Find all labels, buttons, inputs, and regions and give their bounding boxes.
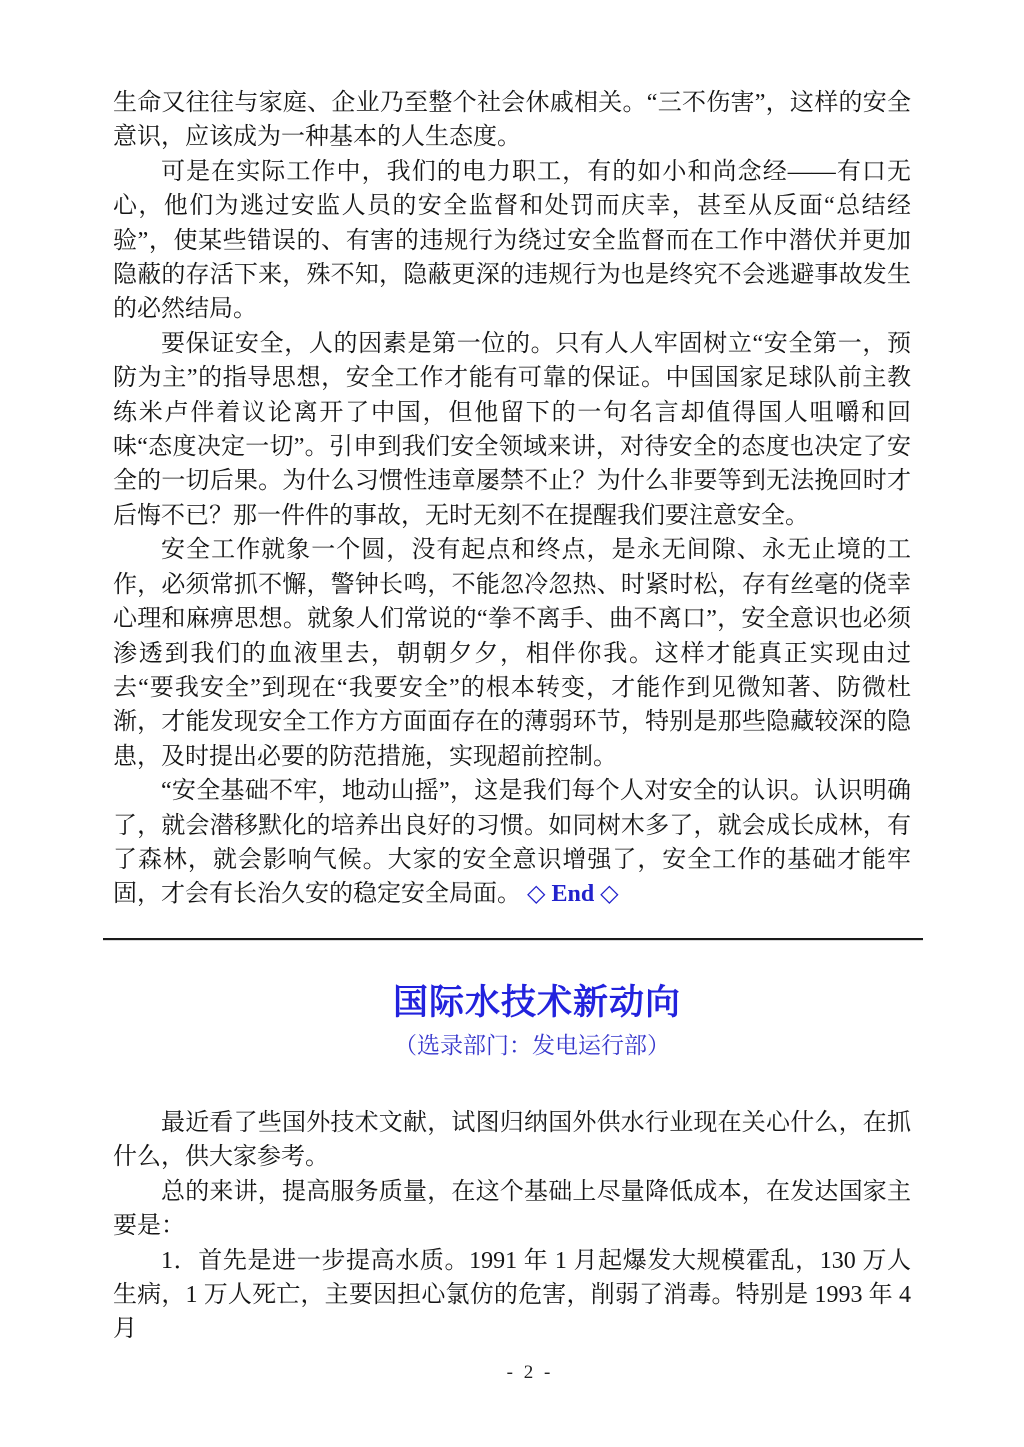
paragraph: 最近看了些国外技术文献，试图归纳国外供水行业现在关心什么，在抓什么，供大家参考。 (113, 1110, 911, 1171)
paragraph: 要保证安全，人的因素是第一位的。只有人人牢固树立“安全第一，预防为主”的指导思想，安全工作才能有可靠的保证。中国国家足球队前主教练米卢伴着议论离开了中国，但他留下的一句名言却值得国人咀嚼和回味“态度决定一切”。引申到我们安全领域来讲，对待安全的态度也决定了安全的一切后果。为什么习惯性违章屡禁不止？为什么非要等到无法挽回时才后悔不已？那一件件的事故，无时无刻不在提醒我们要注意安全。 (113, 330, 911, 529)
paragraph-text: “安全基础不牢，地动山摇”，这是我们每个人对安全的认识。认识明确了，就会潜移默化的培养出良好的习惯。如同树木多了，就会成长成林，有了森林，就会影响气候。大家的安全意识增强了，安全工作的基础才能牢固，才会有长治久安的稳定安全局面。 (113, 778, 911, 908)
end-marker: ◇ End ◇ (527, 881, 619, 908)
paragraph: 安全工作就象一个圆，没有起点和终点，是永无间隙、永无止境的工作，必须常抓不懈，警钟长鸣，不能忽冷忽热、时紧时松，存有丝毫的侥幸心理和麻痹思想。就象人们常说的“拳不离手、曲不离口”，安全意识也必须渗透到我们的血液里去，朝朝夕夕，相伴你我。这样才能真正实现由过去“要我安全”到现在“我要安全”的根本转变，才能作到见微知著、防微杜渐，才能发现安全工作方方面面存在的薄弱环节，特别是那些隐藏较深的隐患，及时提出必要的防范措施，实现超前控制。 (113, 537, 911, 770)
paragraph: 可是在实际工作中，我们的电力职工，有的如小和尚念经——有口无心，他们为逃过安监人员的安全监督和处罚而庆幸，甚至从反面“总结经验”，使某些错误的、有害的违规行为绕过安全监督而在工作中潜伏并更加隐蔽的存活下来，殊不知，隐蔽更深的违规行为也是终究不会逃避事故发生的必然结局。 (113, 158, 911, 323)
department-note: （选录部门：发电运行部） (394, 1033, 670, 1058)
paragraph: 总的来讲，提高服务质量，在这个基础上尽量降低成本，在发达国家主要是： (113, 1178, 911, 1240)
water-article-body (113, 1106, 911, 1347)
paragraph: 1．首先是进一步提高水质。1991 年 1 月起爆发大规模霍乱，130 万人生病，1 万人死亡，主要因担心氯仿的危害，削弱了消毒。特别是 1993 年 4 月 (113, 1247, 911, 1343)
section-divider (103, 938, 923, 941)
article-title: 国际水技术新动向 (392, 983, 681, 1022)
paragraph: 生命又往往与家庭、企业乃至整个社会休戚相关。“三不伤害”，这样的安全意识，应该成为一种基本的人生态度。 (113, 90, 911, 151)
page-number: - 2 - (506, 1362, 554, 1383)
paragraph-with-end-marker (113, 774, 911, 912)
safety-article-body (113, 86, 911, 912)
